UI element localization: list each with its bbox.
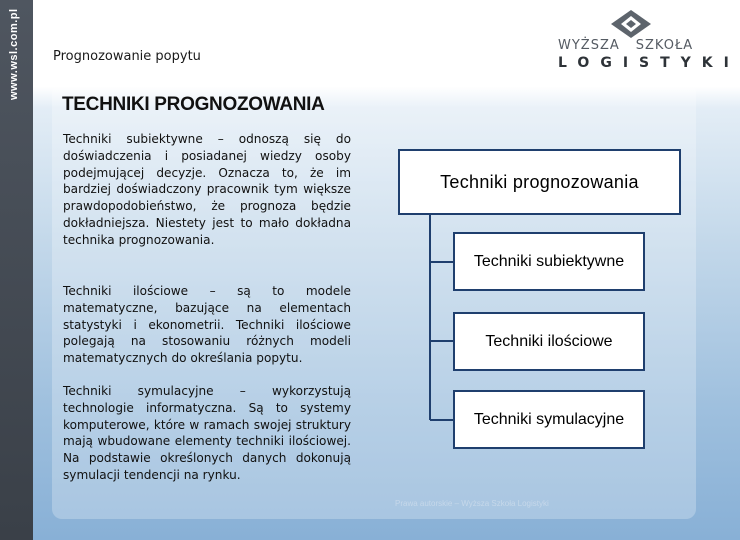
- page-title: Prognozowanie popytu: [53, 49, 201, 64]
- logo-line2: LOGISTYKI: [558, 55, 740, 71]
- logo-word-right: SZKOŁA: [635, 38, 694, 53]
- paragraph-subjective-text: – odnoszą się do doświadczenia i posiadanej wiedzy osoby podejmującej decyzje. Oznacza to, że im bardziej doświadczony pracownik tym większe prawdopodobieństwo, że prognoza będzie dokładniejsza. Niestety jest to mało dokładna technika prognozowania.: [63, 132, 351, 247]
- diagram-child-simulation: Techniki symulacyjne: [453, 390, 645, 449]
- side-url: www.wsl.com.pl: [8, 8, 20, 100]
- diagram-child-subjective: Techniki subiektywne: [453, 232, 645, 291]
- term-simulation: Techniki symulacyjne: [63, 384, 214, 398]
- footnote: Prawa autorskie – Wyższa Szkoła Logistyki: [395, 499, 549, 508]
- paragraph-quantitative-text: – są to modele matematyczne, bazujące na elementach statystyki i ekonometrii. Techniki ilościowe polegają na stosowaniu różnych modeli matematycznych do określania popytu.: [63, 284, 351, 366]
- term-quantitative: Techniki ilościowe: [63, 284, 189, 298]
- term-subjective: Techniki subiektywne: [63, 132, 203, 146]
- logo-word-left: WYŻSZA: [558, 38, 620, 53]
- diagram-child-quantitative: Techniki ilościowe: [453, 312, 645, 371]
- paragraph-simulation-text: – wykorzystują technologie informatyczna. Są to systemy komputerowe, które w ramach swojej struktury mają wbudowane elementy techniki ilościowej. Na podstawie określonych danych dokonują symulacji tendencji na rynku.: [63, 384, 351, 482]
- section-heading: TECHNIKI PROGNOZOWANIA: [62, 94, 325, 115]
- diagram-root-box: Techniki prognozowania: [398, 149, 681, 215]
